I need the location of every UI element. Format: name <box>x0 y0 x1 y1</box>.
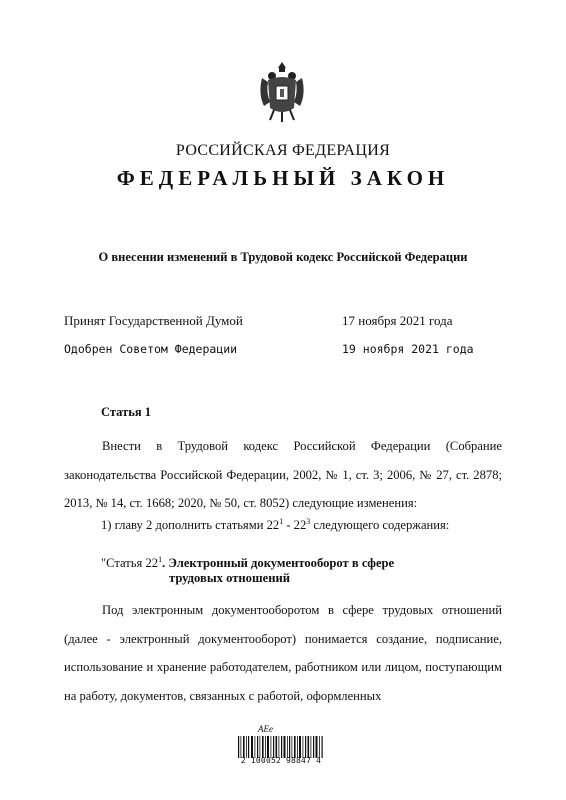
sub-article-prefix: "Статья 22 <box>101 556 159 570</box>
item-text-post: следующего содержания: <box>310 518 450 532</box>
council-date: 19 ноября 2021 года <box>342 342 474 356</box>
list-item <box>101 518 449 533</box>
handwritten-mark: AЕе <box>258 724 273 734</box>
duma-label: Принят Государственной Думой <box>64 313 243 328</box>
duma-adoption-row <box>64 313 504 329</box>
law-title: О внесении изменений в Трудовой кодекс Российской Федерации <box>98 250 468 264</box>
sub-article-title-line2: трудовых отношений <box>169 571 290 585</box>
item-text-pre: 1) главу 2 дополнить статьями 22 <box>101 518 280 532</box>
state-emblem-icon <box>254 58 310 126</box>
item-sup-1: 1 <box>279 516 284 526</box>
article-body: Под электронным документооборотом в сфере трудовых отношений (далее - электронный документооборот) понимается создание, подписание, использование и хранение работодателем, работником или лицом, поступающим на работу, документов, связанных с работой, оформленных <box>64 603 502 703</box>
sub-article-sup: 1 <box>158 554 163 564</box>
country-heading: РОССИЙСКАЯ ФЕДЕРАЦИЯ <box>175 142 391 159</box>
barcode-icon <box>236 724 326 774</box>
barcode-number: 2 100052 98847 4 <box>240 756 322 765</box>
article-heading: Статья 1 <box>101 405 151 419</box>
sub-article-title-line1: . Электронный документооборот в сфере <box>162 556 395 570</box>
sub-article-heading <box>101 556 394 586</box>
council-label: Одобрен Советом Федерации <box>64 342 238 356</box>
law-type-heading: ФЕДЕРАЛЬНЫЙ ЗАКОН <box>116 166 450 190</box>
duma-date: 17 ноября 2021 года <box>342 313 453 328</box>
item-text-mid: - 22 <box>283 518 307 532</box>
council-approval-row <box>64 342 504 356</box>
item-sup-2: 3 <box>306 516 311 526</box>
article-intro: Внести в Трудовой кодекс Российской Федерации (Собрание законодательства Российской Федерации, 2002, № 1, ст. 3; 2006, № 27, ст. 2878; 2013, № 14, ст. 1668; 2020, № 50, ст. 8052) следующие изменения: <box>64 439 502 510</box>
